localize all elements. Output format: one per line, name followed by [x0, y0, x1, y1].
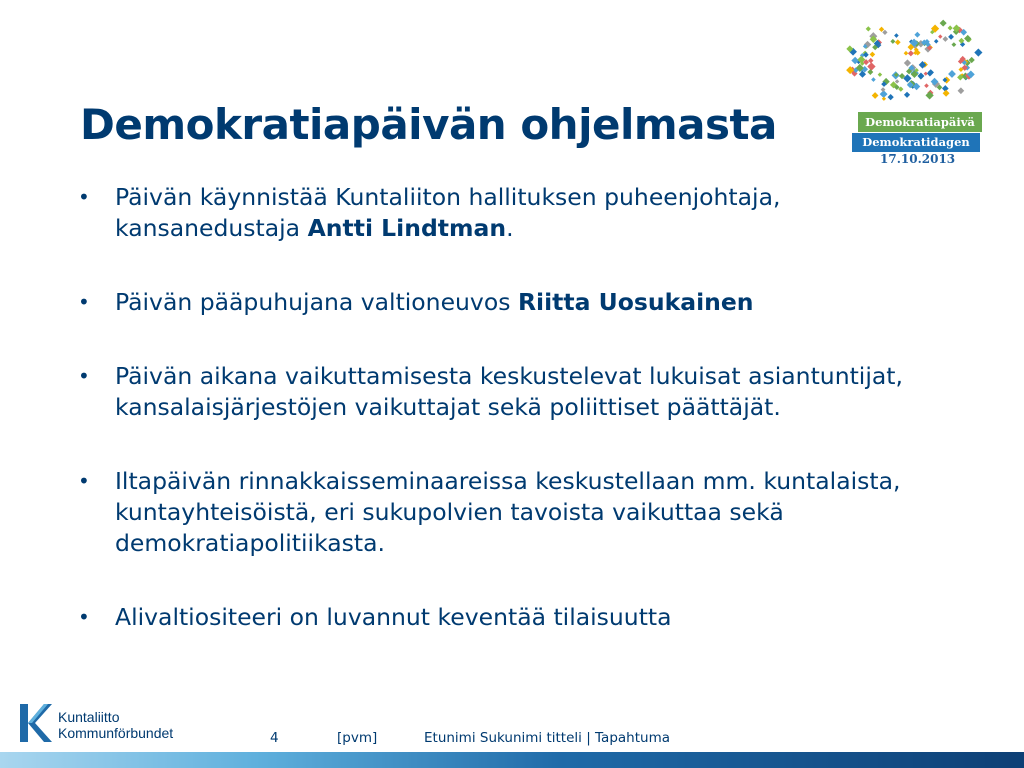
event-name-sv: Demokratidagen	[852, 133, 980, 152]
bullet-icon: •	[78, 469, 90, 493]
bullet-icon: •	[78, 185, 90, 209]
speaker-name: Antti Lindtman	[307, 214, 507, 242]
presenter-info: Etunimi Sukunimi titteli | Tapahtuma	[424, 730, 670, 746]
org-name-fi: Kuntaliitto	[58, 709, 120, 725]
footer-gradient-bar	[0, 752, 1024, 768]
bullet-item: • Iltapäivän rinnakkaisseminaareissa keskustellaan mm. kuntalaista, kuntayhteisöistä, eri sukupolvien tavoista vaikuttaa sekä demokratiapolitiikasta.	[78, 467, 901, 557]
page-number: 4	[270, 730, 279, 746]
bullet-list	[78, 182, 938, 633]
org-name-sv: Kommunförbundet	[58, 725, 174, 741]
event-date: 17.10.2013	[880, 152, 956, 166]
bullet-icon: •	[78, 290, 90, 314]
mosaic-icon	[846, 10, 986, 110]
bullet-item: • Alivaltiositeeri on luvannut keventää tilaisuutta	[78, 603, 672, 631]
bullet-icon: •	[78, 364, 90, 388]
event-logo	[846, 10, 986, 168]
bullet-icon: •	[78, 605, 90, 629]
bullet-item: • Päivän aikana vaikuttamisesta keskustelevat lukuisat asiantuntijat, kansalaisjärjestöjen vaikuttajat sekä poliittiset päättäjät.	[78, 362, 903, 421]
event-name-fi: Demokratiapäivä	[858, 112, 982, 132]
kuntaliitto-logo	[18, 702, 218, 746]
bullet-item: • Päivän pääpuhujana valtioneuvos Riitta Uosukainen	[78, 288, 754, 316]
bullet-item: • Päivän käynnistää Kuntaliiton hallituksen puheenjohtaja, kansanedustaja Antti Lindtman.	[78, 183, 781, 242]
date-placeholder: [pvm]	[337, 730, 378, 746]
slide-title: Demokratiapäivän ohjelmasta	[80, 100, 777, 149]
speaker-name: Riitta Uosukainen	[517, 288, 754, 316]
k-logo-icon	[18, 702, 52, 744]
